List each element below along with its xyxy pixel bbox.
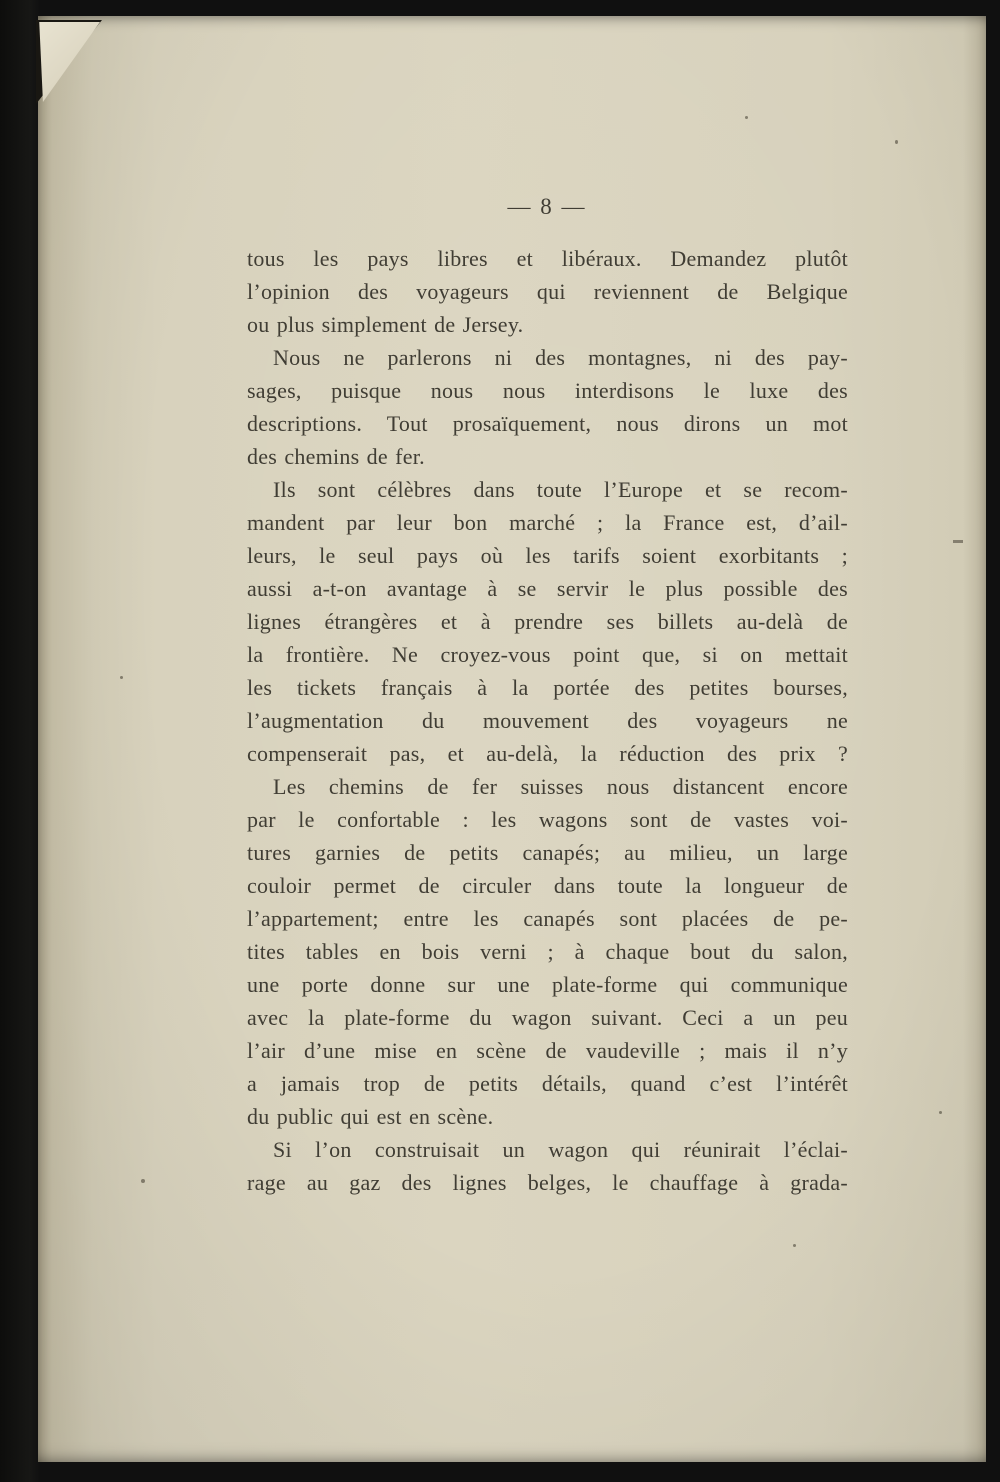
text-line: l’opinion des voyageurs qui reviennent de Belgique: [247, 279, 848, 304]
text-line: couloir permet de circuler dans toute la longueur de: [247, 873, 848, 898]
text-line: avec la plate-forme du wagon suivant. Ceci a un peu: [247, 1005, 848, 1030]
text-line: tous les pays libres et libéraux. Demandez plutôt: [247, 246, 848, 271]
text-line: compenserait pas, et au-delà, la réduction des prix ?: [247, 741, 848, 766]
text-line: Ils sont célèbres dans toute l’Europe et se recom-: [273, 477, 848, 502]
page-number: — 8 —: [507, 194, 587, 219]
text-line: des chemins de fer.: [247, 444, 425, 469]
text-line: Si l’on construisait un wagon qui réunirait l’éclai-: [273, 1137, 848, 1162]
text-line: du public qui est en scène.: [247, 1104, 494, 1129]
paragraph: [247, 341, 848, 473]
text-line: l’augmentation du mouvement des voyageurs ne: [247, 708, 848, 733]
scan-speck: [141, 1179, 145, 1183]
text-line: tures garnies de petits canapés; au milieu, un large: [247, 840, 848, 865]
paragraph: [247, 770, 848, 1133]
book-page: [38, 16, 986, 1462]
text-line: descriptions. Tout prosaïquement, nous dirons un mot: [247, 411, 848, 436]
text-line: mandent par leur bon marché ; la France est, d’ail-: [247, 510, 848, 535]
scan-speck: [939, 1111, 942, 1114]
scan-speck: [793, 1244, 796, 1247]
scan-speck: [895, 140, 898, 144]
text-line: rage au gaz des lignes belges, le chauffage à grada-: [247, 1170, 848, 1195]
paragraph: [247, 242, 848, 341]
text-line: Nous ne parlerons ni des montagnes, ni des pay-: [273, 345, 848, 370]
text-line: la frontière. Ne croyez-vous point que, si on mettait: [247, 642, 848, 667]
text-line: aussi a-t-on avantage à se servir le plus possible des: [247, 576, 848, 601]
scan-speck: [745, 116, 748, 119]
paragraph: [247, 473, 848, 770]
page-fold-corner: [38, 22, 100, 102]
text-block: [247, 242, 848, 1199]
scan-speck: [120, 676, 123, 679]
text-line: l’air d’une mise en scène de vaudeville ; mais il n’y: [247, 1038, 848, 1063]
text-line: l’appartement; entre les canapés sont placées de pe-: [247, 906, 848, 931]
text-line: ou plus simplement de Jersey.: [247, 312, 524, 337]
text-line: sages, puisque nous nous interdisons le luxe des: [247, 378, 848, 403]
paragraph: [247, 1133, 848, 1199]
text-line: Les chemins de fer suisses nous distancent encore: [273, 774, 848, 799]
text-line: leurs, le seul pays où les tarifs soient exorbitants ;: [247, 543, 848, 568]
text-line: une porte donne sur une plate-forme qui communique: [247, 972, 848, 997]
text-line: a jamais trop de petits détails, quand c’est l’intérêt: [247, 1071, 848, 1096]
text-line: par le confortable : les wagons sont de vastes voi-: [247, 807, 848, 832]
text-line: les tickets français à la portée des petites bourses,: [247, 675, 848, 700]
text-line: tites tables en bois verni ; à chaque bout du salon,: [247, 939, 848, 964]
text-line: lignes étrangères et à prendre ses billets au-delà de: [247, 609, 848, 634]
scan-mark: [953, 540, 963, 543]
